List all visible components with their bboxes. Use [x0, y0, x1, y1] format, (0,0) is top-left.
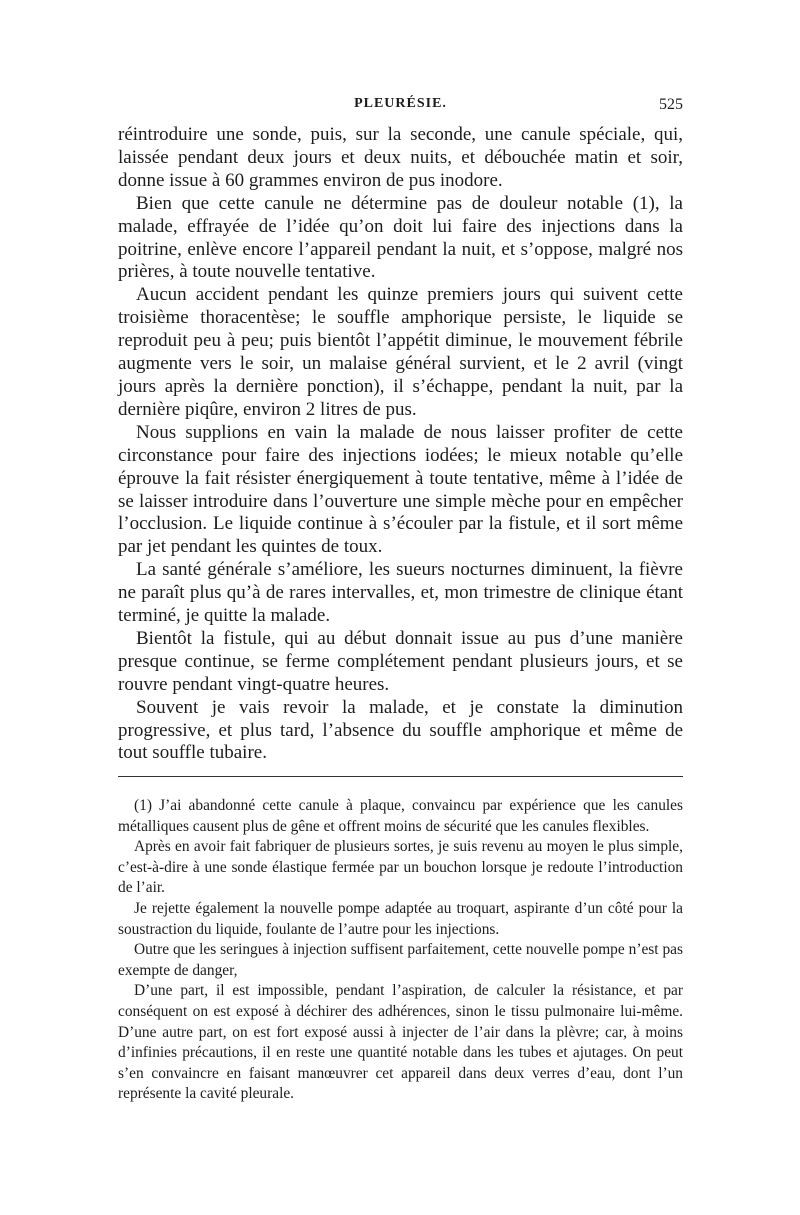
footnote-paragraph: Outre que les seringues à injection suffisent parfaitement, cette nouvelle pompe n’est pas exempte de danger, [118, 941, 683, 979]
body-paragraph: Souvent je vais revoir la malade, et je constate la diminution progressive, et plus tard, l’absence du souffle amphorique et même de tout souffle tubaire. [118, 696, 683, 764]
footnote-divider [118, 776, 683, 777]
body-paragraph: réintroduire une sonde, puis, sur la seconde, une canule spéciale, qui, laissée pendant deux jours et deux nuits, et débouchée matin et soir, donne issue à 60 grammes environ de pus inodore. [118, 124, 683, 191]
body-paragraph: Bientôt la fistule, qui au début donnait issue au pus d’une manière presque continue, se ferme complétement pendant plusieurs jours, et se rouvre pendant vingt-quatre heures. [118, 627, 683, 695]
body-paragraph: La santé générale s’améliore, les sueurs nocturnes diminuent, la fièvre ne paraît plus qu’à de rares intervalles, et, mon trimestre de clinique étant terminé, je quitte la malade. [118, 559, 683, 627]
body-paragraph: Bien que cette canule ne détermine pas de douleur notable (1), la malade, effrayée de l’idée qu’on doit lui faire des injections dans la poitrine, enlève encore l’appareil pendant la nuit, et s’oppose, malgré nos prières, à toute nouvelle tentative. [118, 192, 683, 283]
page-header [118, 96, 683, 120]
footnotes [118, 796, 683, 1105]
footnote-paragraph: (1) J’ai abandonné cette canule à plaque, convaincu par expérience que les canules métalliques causent plus de gêne et offrent moins de sécurité que les canules flexibles. [118, 797, 683, 835]
body-paragraph: Aucun accident pendant les quinze premiers jours qui suivent cette troisième thoracentèse; le souffle amphorique persiste, le liquide se reproduit peu à peu; puis bientôt l’appétit diminue, le mouvement fébrile augmente vers le soir, un malaise général survient, et le 2 avril (vingt jours après la dernière ponction), il s’échappe, pendant la nuit, par la dernière piqûre, environ 2 litres de pus. [118, 284, 683, 420]
footnote-paragraph: Je rejette également la nouvelle pompe adaptée au troquart, aspirante d’un côté pour la soustraction du liquide, foulante de l’autre pour les injections. [118, 899, 683, 938]
footnote-paragraph: Après en avoir fait fabriquer de plusieurs sortes, je suis revenu au moyen le plus simple, c’est-à-dire à une sonde élastique fermée par un bouchon lorsque je redoute l’introduction de l’air. [118, 838, 683, 897]
running-title: PLEURÉSIE. [354, 96, 447, 111]
main-text [118, 124, 683, 765]
footnote-paragraph: D’une part, il est impossible, pendant l’aspiration, de calculer la résistance, et par conséquent on est exposé à déchirer des adhérences, sinon le tissu pulmonaire lui-même. D’une autre part, on est fort exposé aussi à injecter de l’air dans la plèvre; car, à moins d’infinies précautions, il en reste une quantité notable dans les tubes et ajutages. On peut s’en convaincre en faisant manœuvrer cet appareil dans deux verres d’eau, dont l’un représente la cavité pleurale. [118, 982, 683, 1103]
page-number: 525 [659, 96, 683, 113]
body-paragraph: Nous supplions en vain la malade de nous laisser profiter de cette circonstance pour faire des injections iodées; le mieux notable qu’elle éprouve la fait résister énergiquement à toute tentative, même à l’idée de se laisser introduire dans l’ouverture une simple mèche pour en empêcher l’occlusion. Le liquide continue à s’écouler par la fistule, et il sort même par jet pendant les quintes de toux. [118, 421, 683, 558]
